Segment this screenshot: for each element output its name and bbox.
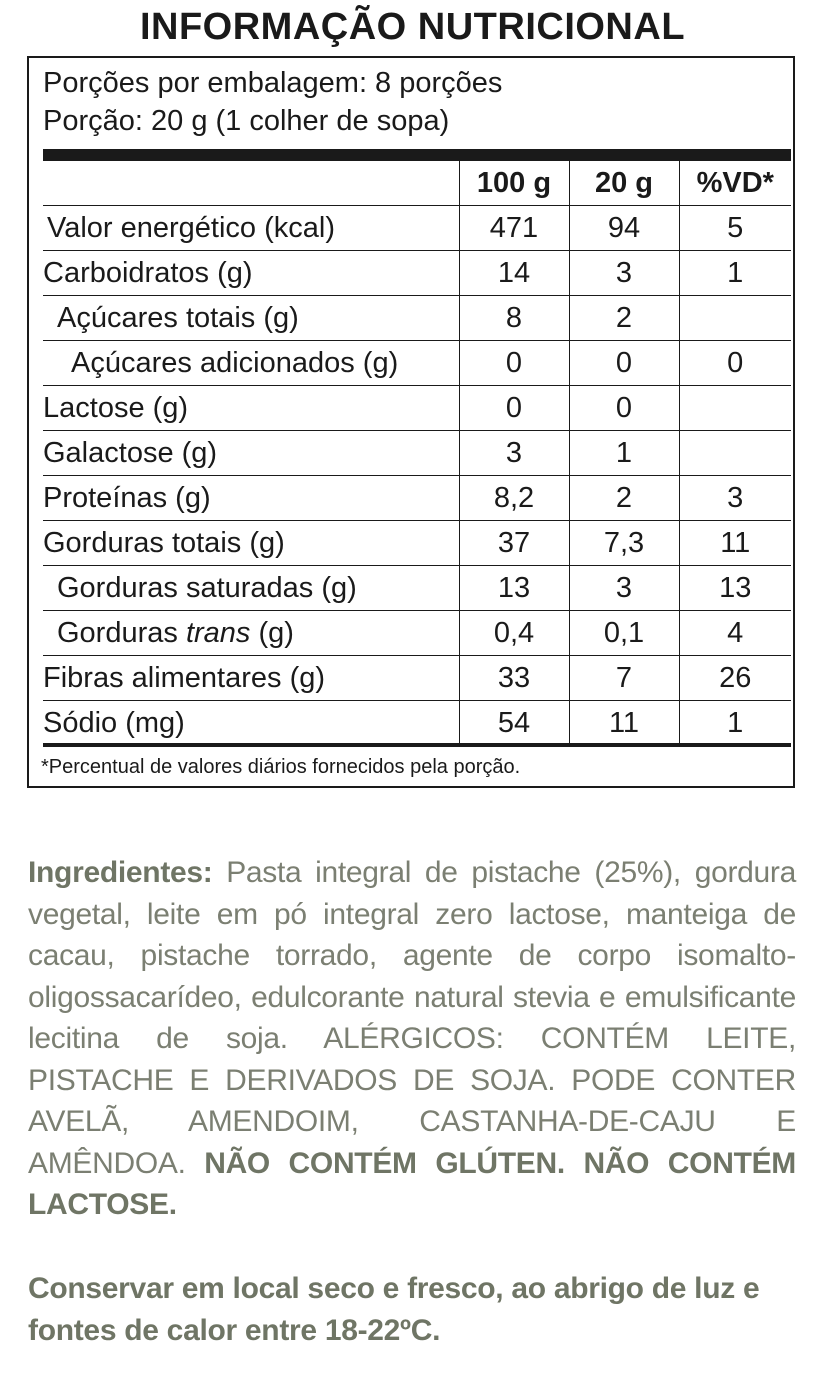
- bottom-divider: [43, 743, 791, 747]
- table-header-row: [43, 161, 791, 206]
- value-vd: 26: [679, 656, 791, 701]
- value-vd: [679, 386, 791, 431]
- table-row: [43, 476, 791, 521]
- value-100g: 8,2: [459, 476, 569, 521]
- header-20g: 20 g: [569, 161, 679, 206]
- row-label: Valor energético (kcal): [43, 206, 459, 251]
- value-100g: 14: [459, 251, 569, 296]
- value-vd: 1: [679, 701, 791, 746]
- table-row: [43, 656, 791, 701]
- label-part: (g): [250, 616, 294, 649]
- value-20g: 2: [569, 476, 679, 521]
- value-100g: 54: [459, 701, 569, 746]
- header-vd: %VD*: [679, 161, 791, 206]
- value-20g: 3: [569, 566, 679, 611]
- row-label: Gorduras totais (g): [43, 521, 459, 566]
- value-20g: 94: [569, 206, 679, 251]
- value-20g: 0: [569, 341, 679, 386]
- row-label: Proteínas (g): [43, 476, 459, 521]
- table-row: [43, 701, 791, 746]
- servings-per-package: Porções por embalagem: 8 porções: [43, 67, 503, 99]
- value-100g: 8: [459, 296, 569, 341]
- value-20g: 7: [569, 656, 679, 701]
- row-label: Açúcares adicionados (g): [43, 341, 459, 386]
- value-100g: 33: [459, 656, 569, 701]
- table-row: [43, 611, 791, 656]
- nutrition-facts-box: [27, 56, 795, 788]
- value-vd: 3: [679, 476, 791, 521]
- value-vd: 1: [679, 251, 791, 296]
- row-label: Carboidratos (g): [43, 251, 459, 296]
- value-20g: 0: [569, 386, 679, 431]
- value-100g: 471: [459, 206, 569, 251]
- table-row: [43, 251, 791, 296]
- value-100g: 3: [459, 431, 569, 476]
- row-label: Galactose (g): [43, 431, 459, 476]
- row-label: Sódio (mg): [43, 706, 185, 739]
- ingredients-paragraph: [28, 852, 796, 1226]
- value-vd: [679, 296, 791, 341]
- row-label-trans: [43, 611, 459, 656]
- row-label: Lactose (g): [43, 386, 459, 431]
- row-label: Gorduras saturadas (g): [43, 566, 459, 611]
- value-100g: 0: [459, 341, 569, 386]
- table-row: [43, 431, 791, 476]
- table-row: [43, 386, 791, 431]
- value-20g: 2: [569, 296, 679, 341]
- ingredients-label: Ingredientes:: [28, 856, 213, 889]
- label-part: Gorduras: [57, 616, 186, 649]
- value-vd: 11: [679, 521, 791, 566]
- value-20g: 7,3: [569, 521, 679, 566]
- nutrition-table: [43, 161, 791, 745]
- value-100g: 37: [459, 521, 569, 566]
- page-title: INFORMAÇÃO NUTRICIONAL: [139, 6, 686, 48]
- table-row: [43, 296, 791, 341]
- value-20g: 11: [569, 701, 679, 746]
- header-100g: 100 g: [459, 161, 569, 206]
- table-row: [43, 341, 791, 386]
- value-100g: 0,4: [459, 611, 569, 656]
- footnote: *Percentual de valores diários fornecidos pela porção.: [41, 756, 521, 778]
- value-100g: 13: [459, 566, 569, 611]
- storage-instructions: Conservar em local seco e fresco, ao abrigo de luz e fontes de calor entre 18-22ºC.: [28, 1272, 760, 1347]
- gluten-lactose-warning: NÃO CONTÉM GLÚTEN. NÃO CONTÉM LACTOSE.: [28, 1146, 796, 1221]
- value-vd: 5: [679, 206, 791, 251]
- thick-divider: [43, 149, 791, 161]
- row-label: Açúcares totais (g): [43, 296, 459, 341]
- value-100g: 0: [459, 386, 569, 431]
- portion-size: Porção: 20 g (1 colher de sopa): [43, 105, 450, 137]
- table-row: [43, 206, 791, 251]
- value-20g: 3: [569, 251, 679, 296]
- value-vd: 4: [679, 611, 791, 656]
- header-label-cell: [43, 161, 459, 206]
- ingredients-text: Pasta integral de pistache (25%), gordura vegetal, leite em pó integral zero lactose, manteiga de cacau, pistache torrado, agente de corpo isomalto-oligossacarídeo, edulcorante natural stevia e emulsificante lecitina de soja. ALÉRGICOS: CONTÉM LEITE, PISTACHE E DERIVADOS DE SOJA. PODE CONTER AVELÃ, AMENDOIM, CASTANHA-DE-CAJU E AMÊNDOA.: [28, 856, 796, 1180]
- table-row: [43, 566, 791, 611]
- table-row: [43, 521, 791, 566]
- value-20g: 0,1: [569, 611, 679, 656]
- label-italic: trans: [185, 616, 251, 649]
- value-vd: 13: [679, 566, 791, 611]
- value-vd: 0: [679, 341, 791, 386]
- value-20g: 1: [569, 431, 679, 476]
- value-vd: [679, 431, 791, 476]
- row-label: Fibras alimentares (g): [43, 656, 459, 701]
